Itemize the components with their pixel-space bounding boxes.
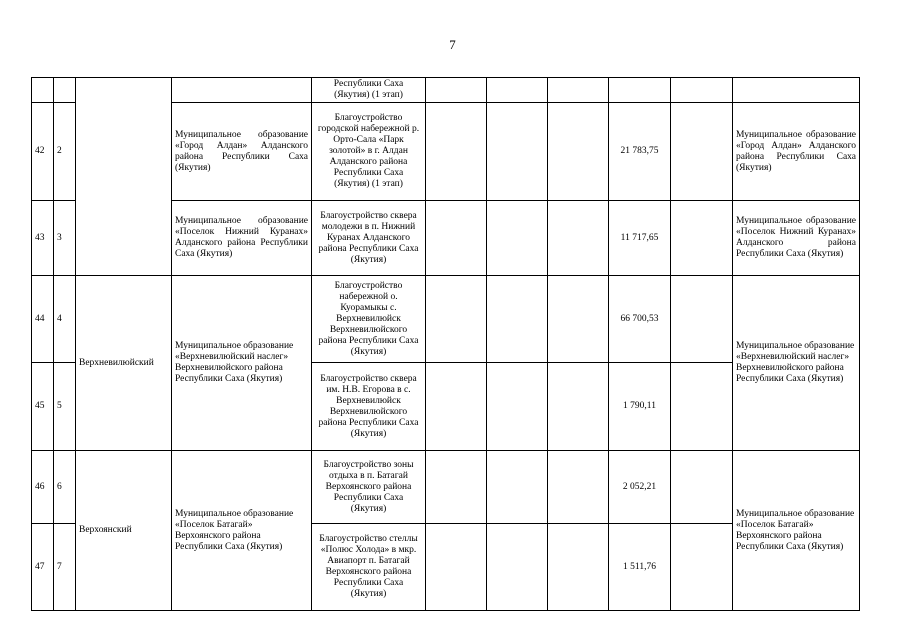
- cell-district: Верхоянский: [76, 451, 172, 611]
- cell-id: 43: [32, 201, 54, 276]
- cell-executor: Муниципальное образование «Город Алдан» Алданского района Республики Саха (Якутия): [733, 103, 860, 201]
- cell-object: Благоустройство сквера молодежи в п. Нижний Куранах Алданского района Республики Саха (Якутия): [312, 201, 426, 276]
- cell-amount: 1 511,76: [609, 524, 671, 611]
- table-row: [32, 78, 860, 103]
- cell-id: 46: [32, 451, 54, 524]
- cell-amount: 66 700,53: [609, 276, 671, 363]
- cell-owner: [172, 78, 312, 103]
- cell-executor: Муниципальное образование «Поселок Нижний Куранах» Алданского района Республики Саха (Якутия): [733, 201, 860, 276]
- cell-id: 47: [32, 524, 54, 611]
- table-row: [32, 451, 860, 524]
- cell-id: 42: [32, 103, 54, 201]
- cell-seq: 6: [54, 451, 76, 524]
- cell-seq: 3: [54, 201, 76, 276]
- cell-object: Благоустройство сквера им. Н.В. Егорова в с. Верхневилюйск Верхневилюйского района Республики Саха (Якутия): [312, 363, 426, 451]
- cell-seq: 5: [54, 363, 76, 451]
- cell-owner: Муниципальное образование «Поселок Нижний Куранах» Алданского района Республики Саха (Якутия): [172, 201, 312, 276]
- cell-seq: [54, 78, 76, 103]
- cell-seq: 7: [54, 524, 76, 611]
- cell-id: [32, 78, 54, 103]
- cell-id: 45: [32, 363, 54, 451]
- cell-id: 44: [32, 276, 54, 363]
- cell-seq: 4: [54, 276, 76, 363]
- cell-object: Республики Саха (Якутия) (1 этап): [312, 78, 426, 103]
- cell-seq: 2: [54, 103, 76, 201]
- program-table: [31, 77, 860, 611]
- cell-amount: 2 052,21: [609, 451, 671, 524]
- cell-object: Благоустройство стеллы «Полюс Холода» в мкр. Авиапорт п. Батагай Верхоянского района Республики Саха (Якутия): [312, 524, 426, 611]
- table-row: [32, 276, 860, 363]
- cell-district: [76, 78, 172, 276]
- cell-executor: Муниципальное образование «Верхневилюйский наслег» Верхневилюйского района Республики Саха (Якутия): [733, 276, 860, 451]
- cell-amount: 21 783,75: [609, 103, 671, 201]
- cell-amount: 11 717,65: [609, 201, 671, 276]
- cell-executor: Муниципальное образование «Поселок Батагай» Верхоянского района Республики Саха (Якутия): [733, 451, 860, 611]
- cell-amount: 1 790,11: [609, 363, 671, 451]
- cell-owner: Муниципальное образование «Поселок Батагай» Верхоянского района Республики Саха (Якутия): [172, 451, 312, 611]
- cell-object: Благоустройство зоны отдыха в п. Батагай Верхоянского района Республики Саха (Якутия): [312, 451, 426, 524]
- cell-district: Верхневилюйский: [76, 276, 172, 451]
- cell-object: Благоустройство городской набережной р. Орто-Сала «Парк золотой» в г. Алдан Алданского района Республики Саха (Якутия) (1 этап): [312, 103, 426, 201]
- page-number: 7: [449, 37, 456, 52]
- cell-owner: Муниципальное образование «Город Алдан» Алданского района Республики Саха (Якутия): [172, 103, 312, 201]
- cell-object: Благоустройство набережной о. Куорамыкы с. Верхневилюйск Верхневилюйского района Республики Саха (Якутия): [312, 276, 426, 363]
- cell-owner: Муниципальное образование «Верхневилюйский наслег» Верхневилюйского района Республики Саха (Якутия): [172, 276, 312, 451]
